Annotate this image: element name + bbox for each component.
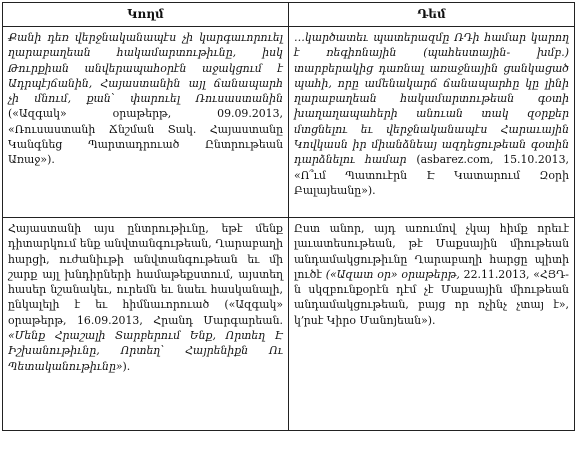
cell-con-2 (289, 218, 575, 431)
source-text: («Ազգակ» օրաթերթ, 09.09.2013, «Ռուսաստանի Ճնշման Տակ. Հայաստանը Կանգնեց Պարտադրուած Ընտրութեան Առաջ»). (8, 107, 283, 167)
body-text: 22.11.2013, «ՀՅԴ-ն սկզբունքօրէն դէմ չէ Մաքսային միութեան անդամակցութեան, բայց որ ոչինչ չտայ է», կ՚րսէ Կիրօ Մանոյեան»). (294, 267, 569, 327)
comparison-table (2, 2, 575, 431)
quote-text: «Մենք Հրաշալի Տարբերում Ենք, Որտեղ Է Իշխանութիւնը, Որտեղ՝ Հայրենիքն Ու Պետականութիւնը» (8, 329, 283, 373)
table-row (3, 27, 575, 218)
source-text: («Ազատ օր» օրաթերթ, (325, 267, 464, 281)
quote-text: …կարծատեւ պատերազմը ՌԴի համար կարող է ռեգիոնային (պահեստային- խմբ.) տարբերակից դառնալ առաջնային ցանկացած պահի, որը ամենակարճ ճանապարհը կը լինի ղարաբաղեան հակամարտութեան գօտի խաղաղապահերի անուան տակ զօրքեր մտցնելու եւ վերջնականապէս Հարաւային Կովկասն իր միանձնեայ ազդեցութեան գօտին դարձնելու համար (294, 31, 569, 167)
cell-con-1 (289, 27, 575, 218)
body-text: ). (122, 359, 131, 373)
header-row (3, 3, 575, 27)
body-text: Հայաստանի այս ընտրութիւնը, եթէ մենք դիտարկում ենք անվտանգութեան, Ղարաբաղի հարցի, ուժանիւթի անվտանգութեան եւ մի շարք այլ խնդիրների համաթեքստում, այստեղ հասեր նշանակեւ, ուրեմն եւ նաեւ հասկանալի, ընկալելի է եւ հիմնաւորուած («Ազգակ» օրաթերթ, 16.09.2013, Հրանդ Մարգարեան. (8, 222, 283, 327)
cell-pro-1 (3, 27, 289, 218)
quote-text: Քանի դեռ վերջնականապէս չի կարգաւորուել ղարաբաղեան հակամարտութիւնը, իսկ Թուրքիան անվերապահօրէն աջակցում է Ադրպէյճանին, Հայաստանին այլ ճանապարհ չի մնում, քան՝ փարուել Ռուսաստանին (8, 31, 283, 106)
header-pro: Կողմ (3, 3, 289, 27)
source-text: (asbarez.com, 15.10.2013, «Ո՞ւմ Պատուէրն Է Կատարում Զօրի Բալայեանը»). (294, 153, 569, 197)
table-row (3, 218, 575, 431)
cell-pro-2 (3, 218, 289, 431)
body-text: Ըստ անոր, այդ առումով չկայ հիմք որեւէ լաւատեսութեան, թէ Մաքսային միութեան անդամակցութիւնը Ղարաբաղի հարցը պիտի լուծէ (294, 222, 569, 281)
header-con: Դեմ (289, 3, 575, 27)
